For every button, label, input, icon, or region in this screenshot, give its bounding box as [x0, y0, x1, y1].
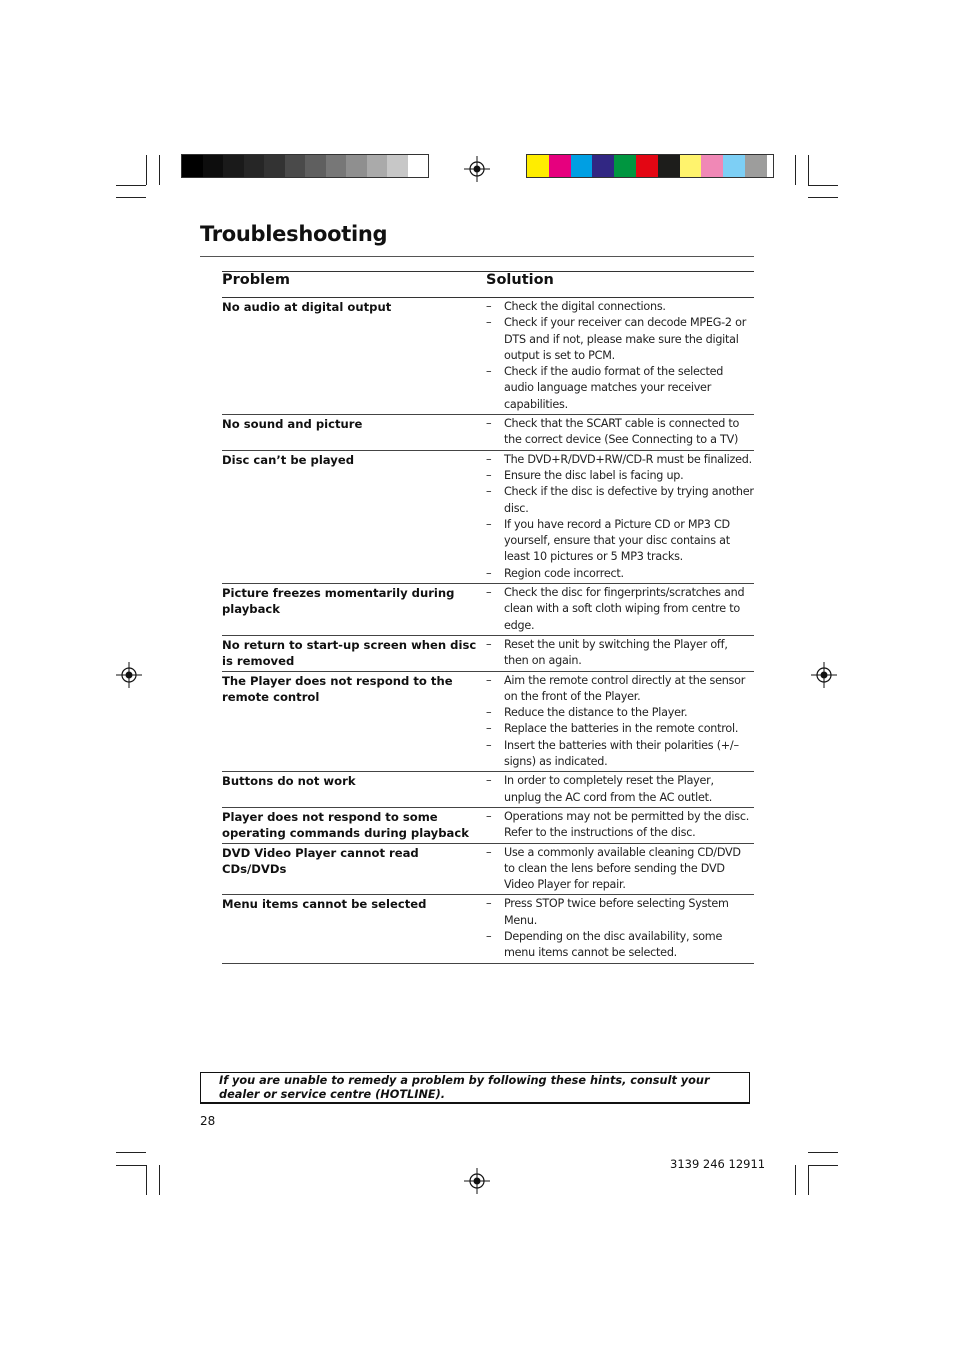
document-code: 3139 246 12911 — [670, 1157, 766, 1171]
solution-item — [486, 468, 754, 484]
solution-item — [486, 299, 754, 315]
dash-bullet-icon: – — [486, 365, 492, 379]
dash-bullet-icon: – — [486, 300, 492, 313]
color-swatch — [367, 155, 388, 177]
dash-bullet-icon: – — [486, 809, 492, 823]
dash-bullet-icon: – — [486, 468, 492, 482]
table-row — [222, 584, 754, 636]
solution-text: Operations may not be permitted by the disc. Refer to the instructions of the disc. — [504, 809, 750, 840]
color-swatch — [680, 155, 702, 177]
registration-mark-icon — [464, 156, 490, 182]
solution-text: Press STOP twice before selecting System Menu. — [504, 897, 729, 927]
solution-item — [486, 566, 754, 582]
color-swatch — [408, 155, 429, 177]
color-calibration-bar — [526, 154, 774, 178]
dash-bullet-icon: – — [486, 706, 492, 720]
color-swatch — [701, 155, 723, 177]
solution-cell — [486, 451, 754, 583]
table-row — [222, 895, 754, 963]
solution-text: Check the disc for fingerprints/scratches and clean with a soft cloth wiping from centre to edge. — [504, 586, 745, 632]
crop-mark — [808, 1152, 838, 1153]
solution-item — [486, 738, 754, 771]
hotline-notice: If you are unable to remedy a problem by following these hints, consult your dealer or service centre (HOTLINE). — [200, 1072, 750, 1104]
color-swatch — [571, 155, 593, 177]
solution-item — [486, 929, 754, 962]
color-swatch — [549, 155, 571, 177]
color-swatch — [387, 155, 408, 177]
solution-text: Replace the batteries in the remote control. — [504, 722, 739, 736]
crop-mark — [795, 1165, 796, 1195]
header-problem: Problem — [222, 272, 291, 288]
solution-item — [486, 721, 754, 737]
solution-cell — [486, 772, 754, 807]
crop-mark — [116, 1152, 146, 1153]
table-row — [222, 451, 754, 584]
crop-mark — [146, 1165, 147, 1195]
dash-bullet-icon: – — [486, 452, 492, 466]
problem-cell: No return to start-up screen when disc is removed — [222, 637, 477, 669]
solution-text: Reset the unit by switching the Player off, then on again. — [504, 637, 728, 668]
crop-mark — [159, 155, 160, 185]
color-swatch — [723, 155, 745, 177]
color-swatch — [592, 155, 614, 177]
problem-cell: The Player does not respond to the remote control — [222, 673, 453, 704]
table-body — [222, 298, 754, 964]
crop-mark — [808, 185, 838, 186]
title-divider — [200, 256, 754, 257]
solution-text: The DVD+R/DVD+RW/CD-R must be finalized. — [504, 452, 752, 466]
dash-bullet-icon: – — [486, 774, 492, 788]
solution-text: If you have record a Picture CD or MP3 CD yourself, ensure that your disc contains at least 10 pictures or 5 MP3 tracks. — [504, 517, 730, 564]
solution-cell — [486, 844, 754, 895]
solution-text: Reduce the distance to the Player. — [504, 706, 688, 720]
color-swatch — [244, 155, 265, 177]
color-swatch — [203, 155, 224, 177]
problem-cell: Disc can’t be played — [222, 452, 354, 467]
problem-cell: Player does not respond to some operating commands during playback — [222, 809, 469, 841]
crop-mark — [146, 155, 147, 185]
dash-bullet-icon: – — [486, 485, 492, 499]
page-title: Troubleshooting — [200, 222, 388, 246]
solution-cell — [486, 415, 754, 450]
table-header — [222, 272, 754, 298]
color-swatch — [182, 155, 203, 177]
dash-bullet-icon: – — [486, 316, 492, 330]
table-row — [222, 298, 754, 415]
solution-cell — [486, 895, 754, 962]
solution-item — [486, 896, 754, 929]
color-swatch — [223, 155, 244, 177]
solution-cell — [486, 584, 754, 635]
troubleshooting-table — [222, 271, 754, 964]
page-number: 28 — [200, 1114, 216, 1128]
color-swatch — [527, 155, 549, 177]
solution-text: Check if your receiver can decode MPEG-2 or DTS and if not, please make sure the digital output is set to PCM. — [504, 316, 747, 362]
problem-cell: Picture freezes momentarily during playback — [222, 586, 455, 617]
crop-mark — [808, 155, 809, 185]
dash-bullet-icon: – — [486, 566, 492, 580]
solution-item — [486, 845, 754, 894]
color-swatch — [745, 155, 767, 177]
dash-bullet-icon: – — [486, 673, 492, 687]
dash-bullet-icon: – — [486, 738, 492, 752]
table-row — [222, 672, 754, 773]
solution-item — [486, 416, 754, 449]
solution-cell — [486, 672, 754, 772]
color-swatch — [285, 155, 306, 177]
crop-mark — [116, 197, 146, 198]
crop-mark — [808, 1165, 838, 1166]
solution-text: Insert the batteries with their polarities (+/– signs) as indicated. — [504, 738, 739, 769]
problem-cell: No sound and picture — [222, 417, 363, 432]
solution-item — [486, 637, 754, 670]
crop-mark — [116, 1165, 146, 1166]
solution-text: Check if the disc is defective by trying another disc. — [504, 485, 754, 515]
solution-text: Aim the remote control directly at the sensor on the front of the Player. — [504, 673, 746, 703]
solution-text: In order to completely reset the Player, unplug the AC cord from the AC outlet. — [504, 774, 714, 804]
color-swatch — [636, 155, 658, 177]
solution-item — [486, 364, 754, 413]
problem-cell: No audio at digital output — [222, 300, 392, 314]
table-row — [222, 415, 754, 451]
dash-bullet-icon: – — [486, 586, 492, 600]
solution-item — [486, 773, 754, 806]
solution-item — [486, 705, 754, 721]
solution-item — [486, 585, 754, 634]
problem-cell: Buttons do not work — [222, 774, 356, 789]
solution-text: Check that the SCART cable is connected to the correct device (See Connecting to a TV) — [504, 417, 740, 447]
table-row — [222, 844, 754, 896]
header-solution: Solution — [486, 272, 554, 288]
gray-calibration-bar — [181, 154, 429, 178]
solution-text: Use a commonly available cleaning CD/DVD to clean the lens before sending the DVD Video Player for repair. — [504, 845, 741, 892]
color-swatch — [614, 155, 636, 177]
dash-bullet-icon: – — [486, 722, 492, 736]
table-row — [222, 808, 754, 844]
dash-bullet-icon: – — [486, 929, 492, 943]
crop-mark — [116, 185, 146, 186]
dash-bullet-icon: – — [486, 517, 492, 531]
solution-cell — [486, 636, 754, 671]
solution-cell — [486, 808, 754, 843]
crop-mark — [159, 1165, 160, 1195]
solution-cell — [486, 298, 754, 414]
solution-text: Check if the audio format of the selected audio language matches your receiver capabilities. — [504, 365, 724, 411]
solution-item — [486, 315, 754, 364]
dash-bullet-icon: – — [486, 417, 492, 431]
registration-mark-icon — [116, 662, 142, 688]
color-swatch — [264, 155, 285, 177]
solution-item — [486, 673, 754, 706]
solution-item — [486, 452, 754, 468]
solution-item — [486, 484, 754, 517]
solution-item — [486, 517, 754, 566]
solution-text: Region code incorrect. — [504, 566, 624, 580]
dash-bullet-icon: – — [486, 637, 492, 651]
table-row — [222, 772, 754, 808]
solution-text: Depending on the disc availability, some menu items cannot be selected. — [504, 929, 723, 960]
table-row — [222, 636, 754, 672]
problem-cell: Menu items cannot be selected — [222, 897, 427, 912]
color-swatch — [326, 155, 347, 177]
problem-cell: DVD Video Player cannot read CDs/DVDs — [222, 845, 419, 876]
registration-mark-icon — [464, 1168, 490, 1194]
color-swatch — [346, 155, 367, 177]
crop-mark — [808, 1165, 809, 1195]
color-swatch — [658, 155, 680, 177]
solution-item — [486, 809, 754, 842]
crop-mark — [808, 197, 838, 198]
color-swatch — [305, 155, 326, 177]
dash-bullet-icon: – — [486, 845, 492, 859]
solution-text: Check the digital connections. — [504, 300, 666, 313]
solution-text: Ensure the disc label is facing up. — [504, 468, 684, 482]
crop-mark — [795, 155, 796, 185]
dash-bullet-icon: – — [486, 897, 492, 911]
registration-mark-icon — [811, 662, 837, 688]
